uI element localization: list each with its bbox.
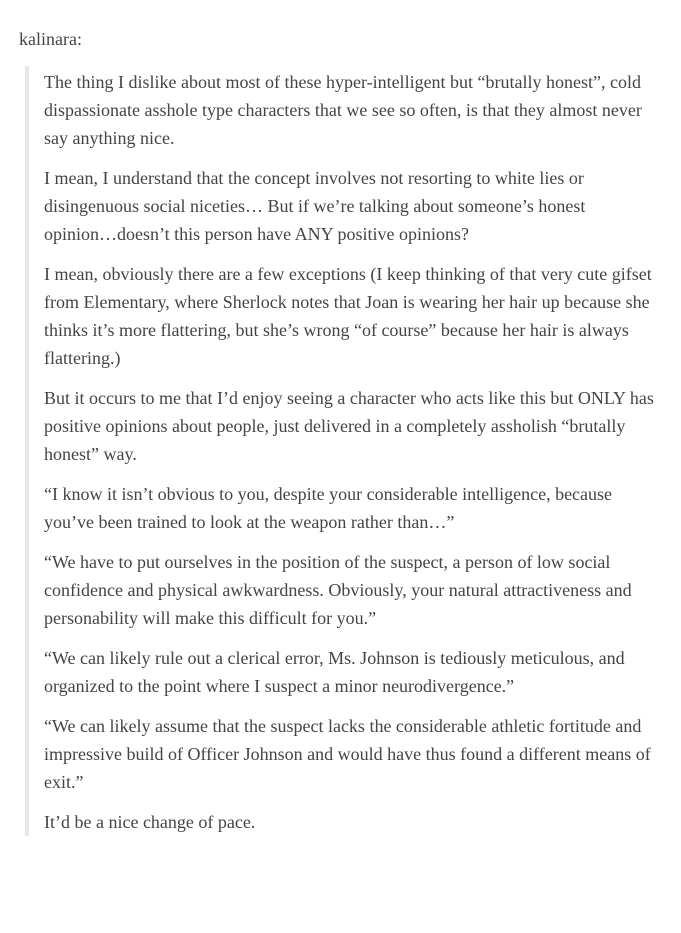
- paragraph-8: “We can likely assume that the suspect lacks the considerable athletic fortitude and impressive build of Officer Johnson and would have thus found a different means of exit.”: [44, 716, 651, 792]
- paragraph-3: I mean, obviously there are a few exceptions (I keep thinking of that very cute gifset from Elementary, where Sherlock notes that Joan is wearing her hair up because she thinks it’s more flattering, but she’s wrong “of course” because her hair is always flattering.): [44, 264, 652, 368]
- paragraph-4: But it occurs to me that I’d enjoy seeing a character who acts like this but ONLY has positive opinions about people, just delivered in a completely assholish “brutally honest” way.: [44, 388, 654, 464]
- paragraph-7: “We can likely rule out a clerical error, Ms. Johnson is tediously meticulous, and organized to the point where I suspect a minor neurodivergence.”: [44, 648, 625, 696]
- paragraph-9: It’d be a nice change of pace.: [44, 812, 256, 832]
- paragraph-5: “I know it isn’t obvious to you, despite your considerable intelligence, because you’ve been trained to look at the weapon rather than…”: [44, 484, 613, 532]
- paragraph-6: “We have to put ourselves in the position of the suspect, a person of low social confidence and physical awkwardness. Obviously, your natural attractiveness and personability will make this difficult for you.”: [44, 552, 632, 628]
- username[interactable]: kalinara:: [19, 29, 82, 49]
- paragraph-2: I mean, I understand that the concept involves not resorting to white lies or disingenuous social niceties… But if we’re talking about someone’s honest opinion…doesn’t this person have ANY positive opinions?: [44, 168, 586, 244]
- paragraph-1: The thing I dislike about most of these hyper-intelligent but “brutally honest”, cold dispassionate asshole type characters that we see so often, is that they almost never say anything nice.: [44, 72, 642, 148]
- blockquote: [25, 66, 659, 836]
